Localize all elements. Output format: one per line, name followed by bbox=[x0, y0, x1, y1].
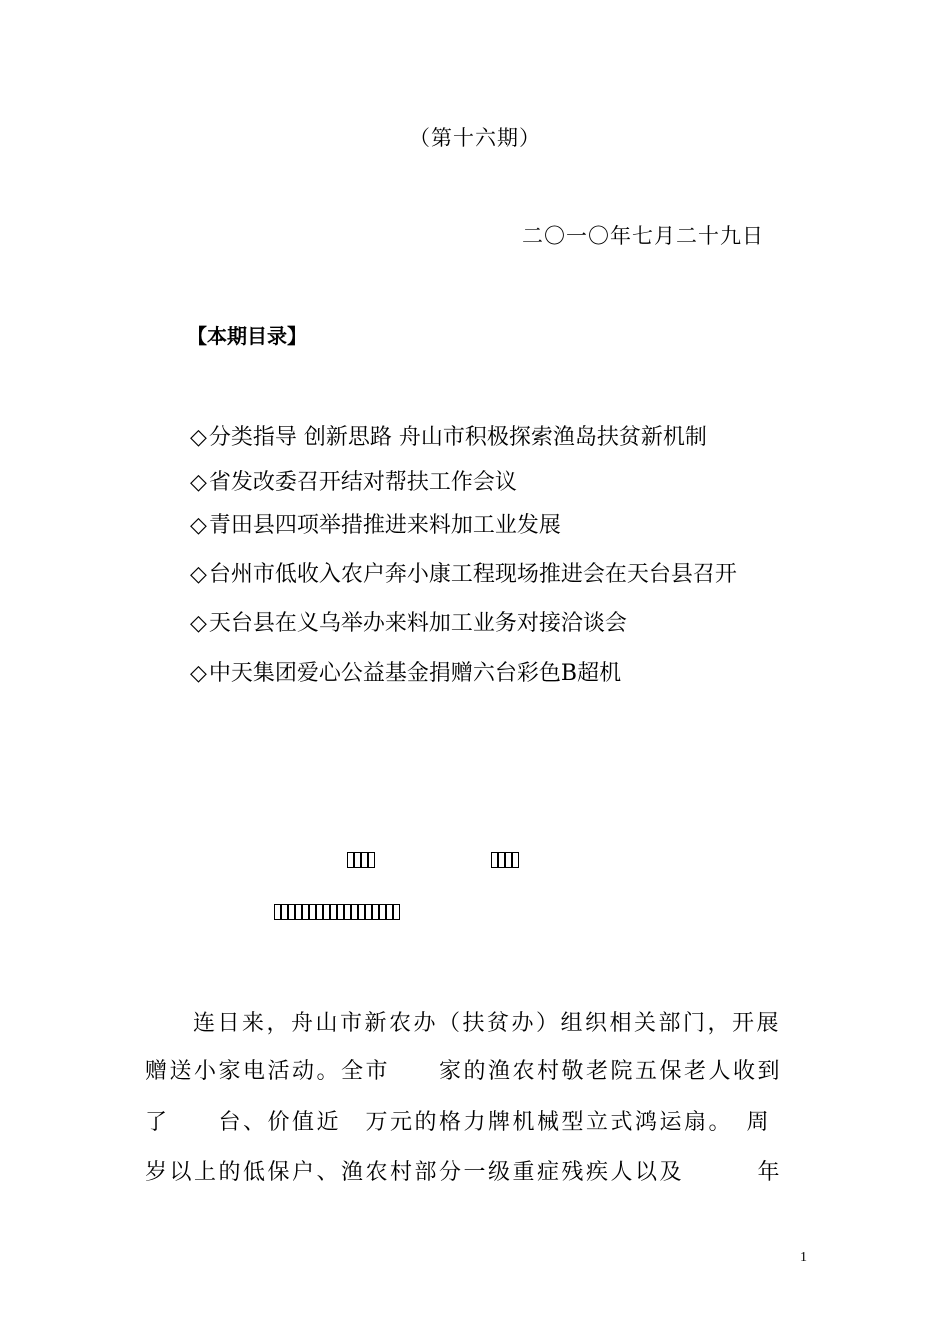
toc-item-label: 分类指导 创新思路 舟山市积极探索渔岛扶贫新机制 bbox=[208, 425, 707, 450]
toc-item bbox=[190, 656, 621, 687]
page-number: 1 bbox=[800, 1250, 807, 1265]
diamond-icon: ◇ bbox=[190, 611, 207, 636]
toc-item-label: 台州市低收入农户奔小康工程现场推进会在天台县召开 bbox=[208, 562, 737, 587]
toc-heading: 【本期目录】 bbox=[187, 324, 307, 348]
toc-item-label: 中天集团爱心公益基金捐赠六台彩色B超机 bbox=[208, 661, 622, 686]
body-paragraph-line: 岁以上的低保户、渔农村部分一级重症残疾人以及 年 bbox=[145, 1160, 783, 1185]
diamond-icon: ◇ bbox=[190, 470, 207, 495]
body-paragraph-line: 连日来，舟山市新农办（扶贫办）组织相关部门，开展 bbox=[193, 1011, 782, 1036]
diamond-icon: ◇ bbox=[190, 425, 207, 450]
publication-date: 二〇一〇年七月二十九日 bbox=[522, 224, 764, 248]
toc-item-label: 省发改委召开结对帮扶工作会议 bbox=[208, 470, 517, 495]
toc-item bbox=[190, 420, 707, 451]
body-paragraph-line: 赠送小家电活动。全市 家的渔农村敬老院五保老人收到 bbox=[145, 1059, 783, 1084]
toc-item bbox=[190, 465, 517, 496]
diamond-icon: ◇ bbox=[190, 562, 207, 587]
issue-number: （第十六期） bbox=[409, 126, 541, 150]
missing-glyph-boxes bbox=[491, 852, 519, 868]
toc-item bbox=[190, 557, 737, 588]
toc-item-label: 青田县四项举措推进来料加工业发展 bbox=[208, 513, 561, 538]
body-paragraph-line: 了 台、价值近 万元的格力牌机械型立式鸿运扇。 周 bbox=[145, 1110, 772, 1135]
toc-item-label: 天台县在义乌举办来料加工业务对接洽谈会 bbox=[208, 611, 627, 636]
diamond-icon: ◇ bbox=[190, 661, 207, 686]
missing-glyph-boxes bbox=[347, 852, 375, 868]
toc-item bbox=[190, 508, 561, 539]
toc-item bbox=[190, 606, 627, 637]
missing-glyph-boxes bbox=[274, 904, 400, 920]
diamond-icon: ◇ bbox=[190, 513, 207, 538]
